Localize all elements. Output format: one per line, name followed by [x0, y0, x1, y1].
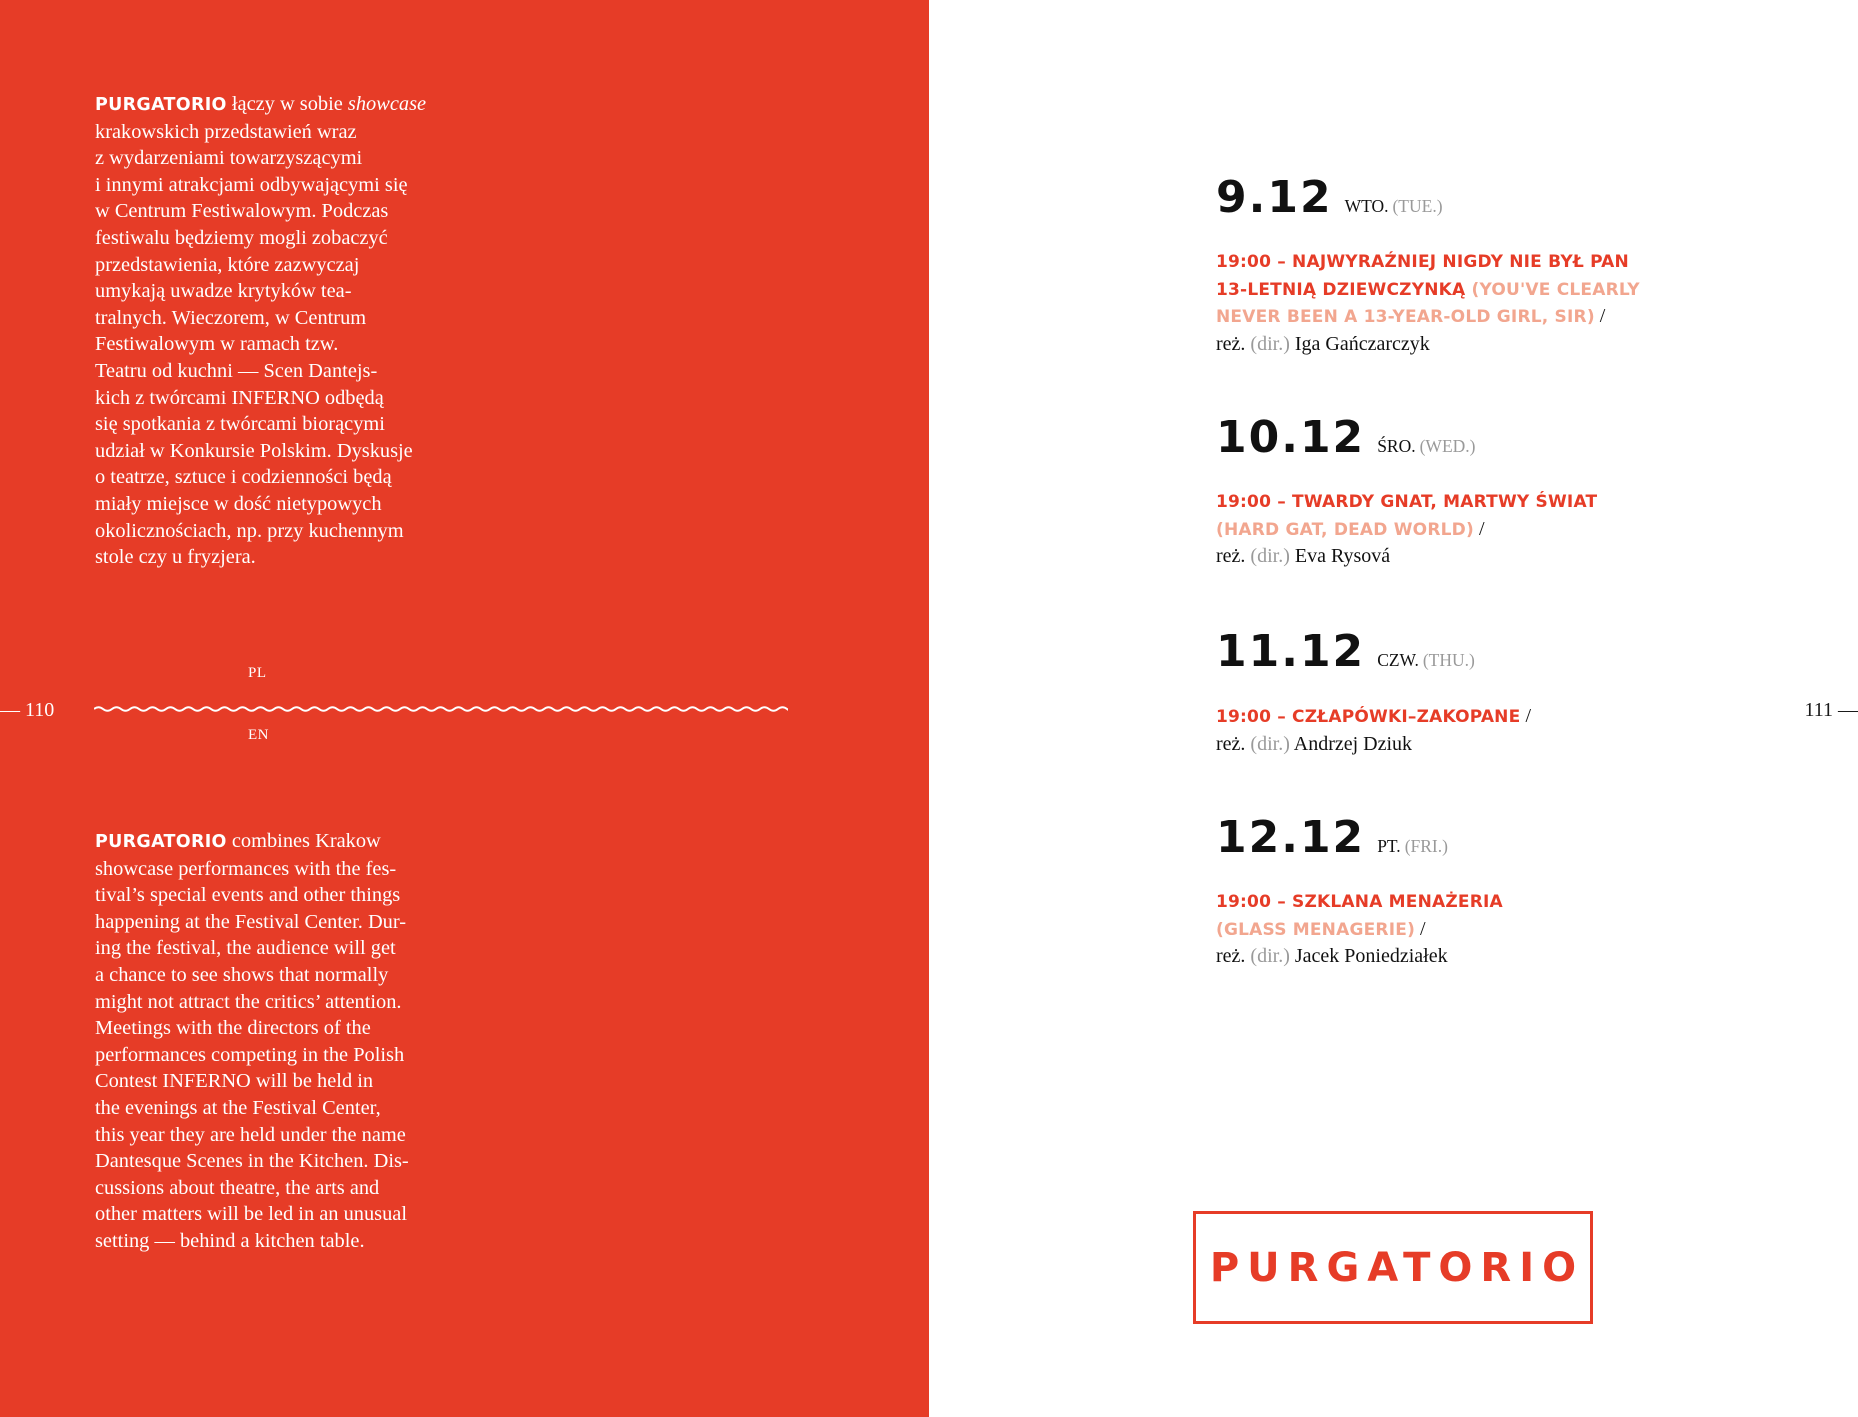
- page-number-left: — 110: [0, 699, 55, 721]
- en-line: might not attract the critics’ attention.: [95, 990, 402, 1013]
- event-title-line: [1216, 703, 1676, 731]
- event-title: 19:00 – SZKLANA MENAŻERIA: [1216, 892, 1503, 912]
- polish-description: [95, 91, 435, 571]
- date-row: [1216, 172, 1676, 223]
- event-title: 19:00 – CZŁAPÓWKI–ZAKOPANE: [1216, 707, 1521, 727]
- pl-line: miały miejsce w dość nietypowych: [95, 492, 382, 515]
- event-title-en: (GLASS MENAGERIE): [1216, 919, 1416, 940]
- en-line: cussions about theatre, the arts and: [95, 1176, 380, 1199]
- pl-line: przedstawienia, które zazwyczaj: [95, 253, 360, 276]
- en-line: performances competing in the Polish: [95, 1043, 405, 1066]
- pl-line: okolicznościach, np. przy kuchennym: [95, 519, 404, 542]
- director-line: [1216, 543, 1676, 570]
- weekday-en: (THU.): [1422, 650, 1475, 670]
- en-line: Contest INFERNO will be held in: [95, 1070, 374, 1093]
- en-language-label: EN: [248, 727, 269, 743]
- separator-slash: /: [1473, 517, 1485, 540]
- schedule-day: [1216, 812, 1676, 970]
- pl-line: w Centrum Festiwalowym. Podczas: [95, 200, 389, 223]
- weekday-en: (WED.): [1419, 436, 1476, 456]
- en-line: happening at the Festival Center. Dur-: [95, 910, 407, 933]
- en-line: ing the festival, the audience will get: [95, 937, 396, 960]
- event-entry: [1216, 703, 1676, 757]
- en-line: this year they are held under the name: [95, 1123, 406, 1146]
- pl-language-label: PL: [248, 665, 267, 681]
- purgatorio-logo: [1193, 1211, 1593, 1324]
- event-title-en: NEVER BEEN A 13-YEAR-OLD GIRL, SIR): [1216, 307, 1595, 328]
- event-title: 19:00 – TWARDY GNAT, MARTWY ŚWIAT: [1216, 492, 1598, 512]
- pl-line: kich z twórcami INFERNO odbędą: [95, 386, 384, 409]
- english-description: [95, 828, 435, 1255]
- event-title-line: [1216, 516, 1676, 544]
- weekday-en: (TUE.): [1392, 196, 1443, 216]
- event-entry: [1216, 489, 1676, 570]
- pl-first-line-text: łączy w sobie: [226, 93, 348, 115]
- pl-line: festiwalu będziemy mogli zobaczyć: [95, 226, 388, 249]
- date-number: 11.12: [1216, 626, 1366, 677]
- pl-line: i innymi atrakcjami odbywającymi się: [95, 173, 408, 196]
- en-line: other matters will be led in an unusual: [95, 1203, 408, 1226]
- director-label: reż.: [1216, 945, 1251, 968]
- schedule-day: [1216, 172, 1676, 357]
- pl-italic-word: showcase: [347, 93, 427, 115]
- date-number: 10.12: [1216, 412, 1366, 463]
- pl-line: stole czy u fryzjera.: [95, 546, 256, 569]
- en-lead-word: PURGATORIO: [95, 832, 227, 852]
- director-label: reż.: [1216, 732, 1251, 755]
- date-row: [1216, 412, 1676, 463]
- date-number: 9.12: [1216, 172, 1333, 223]
- director-label: reż.: [1216, 545, 1251, 568]
- pl-first-line: [95, 91, 435, 119]
- director-label: reż.: [1216, 332, 1251, 355]
- separator-slash: /: [1520, 705, 1531, 727]
- pl-line: udział w Konkursie Polskim. Dyskusje: [95, 439, 413, 462]
- en-line: a chance to see shows that normally: [95, 963, 389, 986]
- event-title-line: [1216, 916, 1676, 944]
- pl-line: z wydarzeniami towarzyszącymi: [95, 147, 363, 170]
- schedule-day: [1216, 412, 1676, 570]
- pl-line: Festiwalowym w ramach tzw.: [95, 333, 339, 356]
- event-entry: [1216, 249, 1676, 357]
- director-line: [1216, 731, 1676, 758]
- event-title-en: (HARD GAT, DEAD WORLD): [1216, 519, 1474, 540]
- pl-line: umykają uwadze krytyków tea-: [95, 280, 352, 303]
- en-first-line-text: combines Krakow: [226, 830, 381, 852]
- weekday-pl: PT.: [1377, 836, 1401, 856]
- weekday-en: (FRI.): [1404, 836, 1448, 856]
- logo-text: PURGATORIO: [1209, 1244, 1585, 1291]
- en-first-line: [95, 828, 435, 856]
- event-title-line: [1216, 303, 1676, 331]
- weekday-pl: ŚRO.: [1377, 436, 1416, 456]
- date-row: [1216, 626, 1676, 677]
- pl-line: się spotkania z twórcami biorącymi: [95, 413, 385, 436]
- director-line: [1216, 943, 1676, 970]
- pl-line: o teatrze, sztuce i codzienności będą: [95, 466, 392, 489]
- en-line: tival’s special events and other things: [95, 884, 401, 907]
- pl-line: tralnych. Wieczorem, w Centrum: [95, 306, 367, 329]
- separator-slash: /: [1415, 917, 1426, 940]
- en-line: Dantesque Scenes in the Kitchen. Dis-: [95, 1150, 409, 1173]
- director-label-en: (dir.): [1250, 945, 1290, 968]
- event-title-pl: 13-LETNIĄ DZIEWCZYNKĄ: [1216, 279, 1472, 300]
- director-label-en: (dir.): [1250, 545, 1290, 568]
- director-label-en: (dir.): [1250, 732, 1290, 755]
- en-line: setting — behind a kitchen table.: [95, 1229, 365, 1252]
- en-line: the evenings at the Festival Center,: [95, 1096, 381, 1119]
- weekday-pl: WTO.: [1344, 196, 1389, 216]
- director-name: Eva Rysová: [1289, 545, 1391, 568]
- wave-divider: [94, 700, 788, 720]
- pl-lead-word: PURGATORIO: [95, 95, 227, 115]
- event-entry: [1216, 889, 1676, 970]
- director-label-en: (dir.): [1250, 332, 1290, 355]
- director-name: Jacek Poniedziałek: [1289, 945, 1448, 968]
- event-title: 19:00 – NAJWYRAŹNIEJ NIGDY NIE BYŁ PAN: [1216, 252, 1629, 272]
- date-row: [1216, 812, 1676, 863]
- en-line: Meetings with the directors of the: [95, 1017, 371, 1040]
- page-number-right: 111 —: [1804, 699, 1858, 721]
- pl-line: Teatru od kuchni — Scen Dantejs-: [95, 359, 378, 382]
- director-name: Andrzej Dziuk: [1289, 732, 1413, 755]
- en-line: showcase performances with the fes-: [95, 857, 397, 880]
- director-name: Iga Gańczarczyk: [1289, 332, 1430, 355]
- separator-slash: /: [1594, 305, 1606, 328]
- schedule-day: [1216, 626, 1676, 757]
- director-line: [1216, 331, 1676, 358]
- pl-line: krakowskich przedstawień wraz: [95, 120, 357, 143]
- date-number: 12.12: [1216, 812, 1366, 863]
- weekday-pl: CZW.: [1377, 650, 1419, 670]
- event-title-line: [1216, 276, 1676, 304]
- event-title-en: (YOU'VE CLEARLY: [1471, 279, 1640, 300]
